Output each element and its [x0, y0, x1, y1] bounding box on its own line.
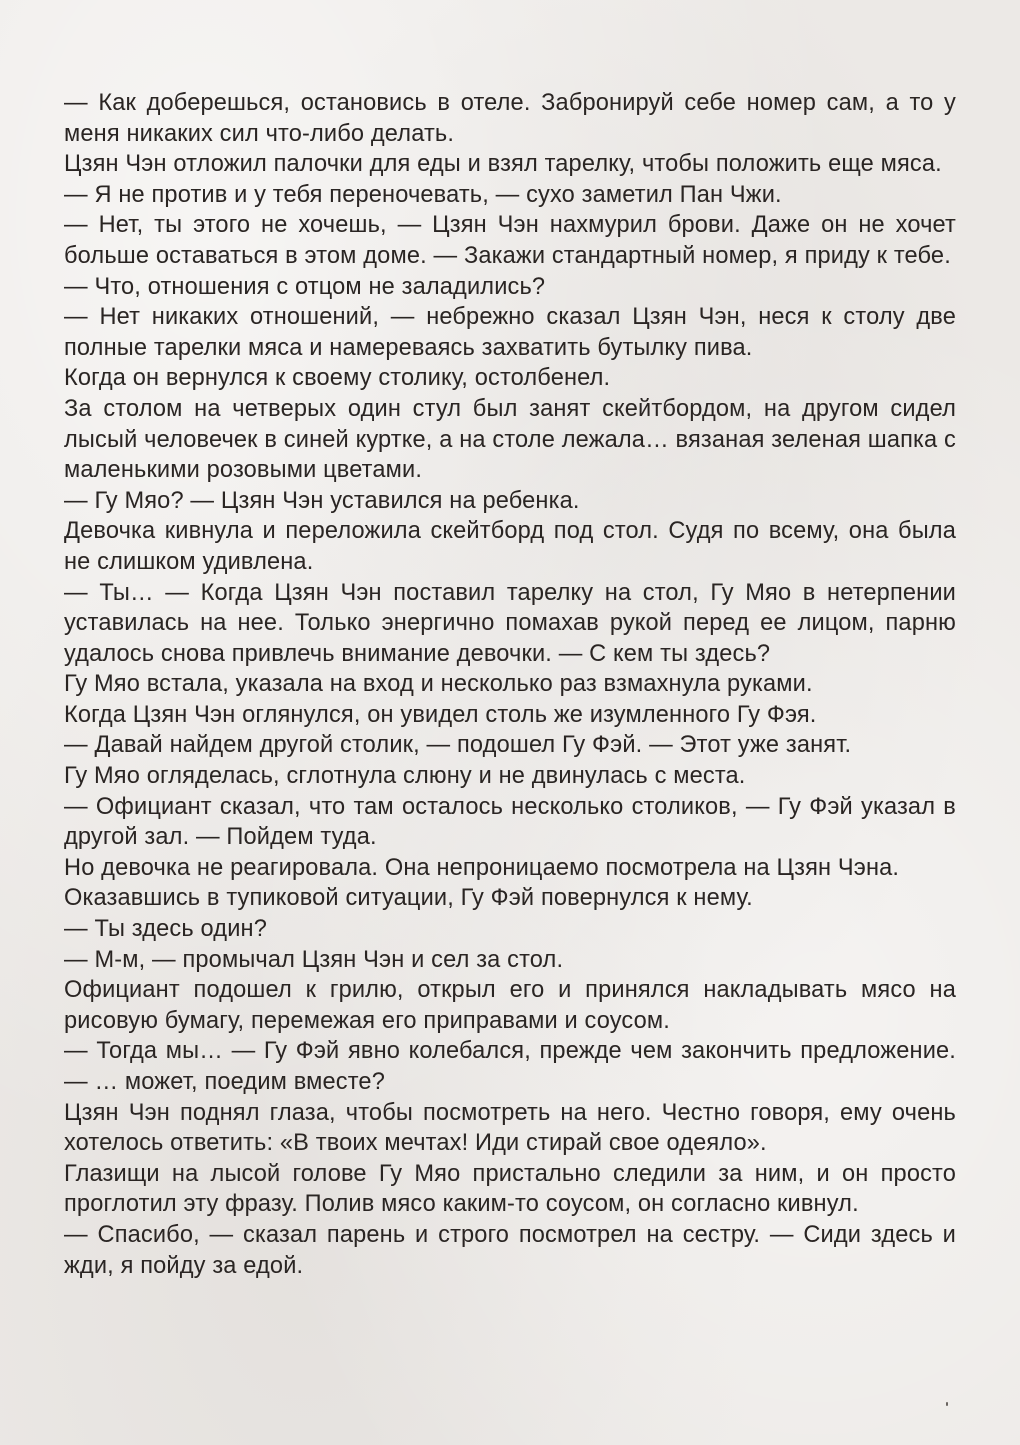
paragraph: — Ты здесь один? — [64, 916, 267, 943]
paragraph: — Что, отношения с отцом не заладились? — [64, 273, 546, 300]
paragraph: Гу Мяо встала, указала на вход и несколько раз взмахнула руками. — [64, 671, 813, 698]
paragraph: Цзян Чэн отложил палочки для еды и взял тарелку, чтобы положить еще мяса. — [64, 151, 942, 178]
text-page — [64, 88, 956, 1281]
paragraph: Девочка кивнула и переложила скейтборд под стол. Судя по всему, она была не слишком удивлена. — [64, 518, 956, 575]
paragraph: — М-м, — промычал Цзян Чэн и сел за стол. — [64, 946, 564, 973]
paragraph: — Нет никаких отношений, — небрежно сказал Цзян Чэн, неся к столу две полные тарелки мяса и намереваясь захватить бутылку пива. — [64, 304, 956, 361]
paragraph: Гу Мяо огляделась, сглотнула слюну и не двинулась с места. — [64, 763, 746, 790]
paragraph: Но девочка не реагировала. Она непроницаемо посмотрела на Цзян Чэна. — [64, 854, 900, 881]
paragraph: — Ты… — Когда Цзян Чэн поставил тарелку на стол, Гу Мяо в нетерпении уставилась на нее. Только энергично помахав рукой перед ее лицом, парню удалось снова привлечь внимание девочки. — С кем ты здесь? — [64, 579, 956, 667]
paragraph: — Спасибо, — сказал парень и строго посмотрел на сестру. — Сиди здесь и жди, я пойду за едой. — [64, 1221, 956, 1279]
paragraph: Глазищи на лысой голове Гу Мяо пристально следили за ним, и он просто проглотил эту фразу. Полив мясо каким-то соусом, он согласно кивнул. — [64, 1160, 956, 1218]
paragraph: — Нет, ты этого не хочешь, — Цзян Чэн нахмурил брови. Даже он не хочет больше оставаться в этом доме. — Закажи стандартный номер, я приду к тебе. — [64, 212, 956, 269]
paragraph: — Тогда мы… — Гу Фэй явно колебался, прежде чем закончить предложение. — … может, поедим вместе? — [64, 1038, 956, 1095]
paragraph: — Гу Мяо? — Цзян Чэн уставился на ребенка. — [64, 487, 580, 514]
paragraph: Цзян Чэн поднял глаза, чтобы посмотреть на него. Честно говоря, ему очень хотелось ответить: «В твоих мечтах! Иди стирай свое одеяло». — [64, 1099, 956, 1157]
paragraph: — Как доберешься, остановись в отеле. Забронируй себе номер сам, а то у меня никаких сил что-либо делать. — [64, 90, 956, 147]
paragraph: Когда Цзян Чэн оглянулся, он увидел столь же изумленного Гу Фэя. — [64, 701, 817, 728]
paragraph: Когда он вернулся к своему столику, остолбенел. — [64, 365, 611, 392]
paper-speck — [946, 1402, 948, 1406]
paragraph: За столом на четверых один стул был занят скейтбордом, на другом сидел лысый человечек в синей куртке, а на столе лежала… вязаная зеленая шапка с маленькими розовыми цветами. — [64, 395, 956, 484]
paragraph: Оказавшись в тупиковой ситуации, Гу Фэй повернулся к нему. — [64, 885, 753, 912]
paragraph: — Давай найдем другой столик, — подошел Гу Фэй. — Этот уже занят. — [64, 732, 852, 759]
paragraph: — Официант сказал, что там осталось несколько столиков, — Гу Фэй указал в другой зал. — Пойдем туда. — [64, 793, 956, 851]
paragraph: — Я не против и у тебя переночевать, — сухо заметил Пан Чжи. — [64, 181, 782, 208]
paragraph: Официант подошел к грилю, открыл его и принялся накладывать мясо на рисовую бумагу, перемежая его приправами и соусом. — [64, 977, 956, 1034]
